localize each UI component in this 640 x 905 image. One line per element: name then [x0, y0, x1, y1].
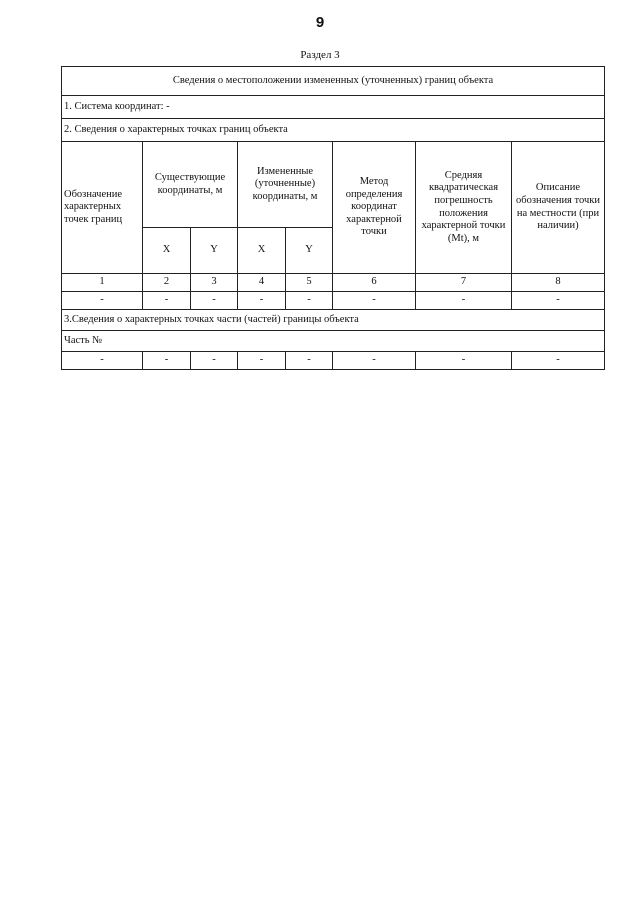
- part-label: Часть №: [62, 331, 605, 352]
- table-cell: -: [238, 292, 286, 310]
- header-point-designation: Обозначение характерных точек границ: [62, 142, 143, 274]
- table-cell: -: [333, 352, 416, 370]
- table-row: [62, 292, 605, 310]
- column-number-row: [62, 274, 605, 292]
- header-x-existing: X: [143, 228, 191, 274]
- column-number: 8: [512, 274, 605, 292]
- section3-title: 3.Сведения о характерных точках части (частей) границы объекта: [62, 310, 605, 331]
- header-description: Описание обозначения точки на местности (при наличии): [512, 142, 605, 274]
- table-cell: -: [238, 352, 286, 370]
- table-title: Сведения о местоположении измененных (уточненных) границ объекта: [62, 67, 605, 96]
- section2-title: 2. Сведения о характерных точках границ объекта: [62, 119, 605, 142]
- table-cell: -: [512, 352, 605, 370]
- table-cell: -: [62, 352, 143, 370]
- table-cell: -: [143, 292, 191, 310]
- column-number: 3: [191, 274, 238, 292]
- table-row: [62, 352, 605, 370]
- header-y-existing: Y: [191, 228, 238, 274]
- header-method: Метод определения координат характерной точки: [333, 142, 416, 274]
- column-number: 6: [333, 274, 416, 292]
- table-cell: -: [191, 352, 238, 370]
- table-cell: -: [62, 292, 143, 310]
- table-cell: -: [143, 352, 191, 370]
- column-number: 5: [286, 274, 333, 292]
- section-title: Раздел 3: [300, 49, 340, 61]
- coordinate-system: 1. Система координат: -: [62, 96, 605, 119]
- column-number: 1: [62, 274, 143, 292]
- header-x-changed: X: [238, 228, 286, 274]
- table-cell: -: [512, 292, 605, 310]
- column-number: 7: [416, 274, 512, 292]
- table-cell: -: [286, 352, 333, 370]
- column-number: 2: [143, 274, 191, 292]
- table-cell: -: [191, 292, 238, 310]
- boundary-table: [61, 66, 605, 370]
- table-cell: -: [286, 292, 333, 310]
- page-number: 9: [315, 14, 325, 31]
- header-mean-error: Средняя квадратическая погрешность положения характерной точки (Mt), м: [416, 142, 512, 274]
- table-cell: -: [333, 292, 416, 310]
- table-cell: -: [416, 292, 512, 310]
- table-cell: -: [416, 352, 512, 370]
- header-y-changed: Y: [286, 228, 333, 274]
- header-existing-coords: Существующие координаты, м: [143, 142, 238, 228]
- header-changed-coords: Измененные (уточненные) координаты, м: [238, 142, 333, 228]
- column-number: 4: [238, 274, 286, 292]
